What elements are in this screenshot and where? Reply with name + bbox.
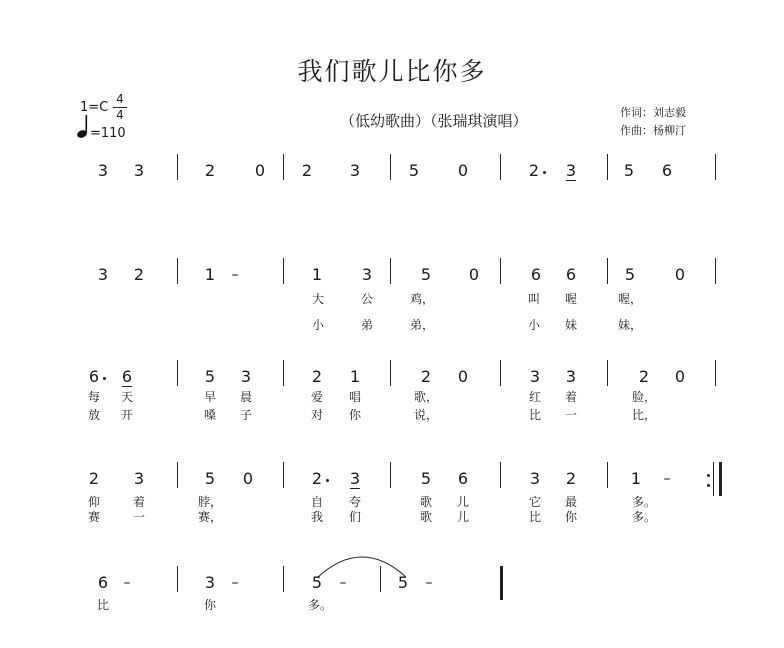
note-digit: 2 bbox=[528, 161, 540, 180]
note-digit: 3 bbox=[349, 161, 361, 180]
note-digit: 2 bbox=[204, 161, 216, 180]
time-signature-top: 4 bbox=[116, 92, 124, 106]
note-digit: 3 bbox=[133, 469, 145, 488]
note-digit: 6 bbox=[661, 161, 673, 180]
note-digit: 3 bbox=[97, 265, 109, 284]
note-digit: 6 bbox=[97, 573, 109, 592]
lyric-syllable-verse2: 儿 bbox=[456, 510, 470, 524]
lyric-syllable-verse2: 开 bbox=[120, 408, 134, 422]
lyric-syllable: 公 bbox=[360, 292, 374, 306]
lyric-syllable-verse2: 一 bbox=[564, 408, 578, 422]
lyric-syllable: 仰 bbox=[87, 495, 101, 509]
song-title: 我们歌儿比你多 bbox=[297, 57, 487, 86]
hold-dash: – bbox=[425, 575, 433, 591]
lyric-syllable-verse2: 对 bbox=[310, 408, 324, 422]
note-digit: 0 bbox=[468, 265, 480, 284]
note-digit: 6 bbox=[565, 265, 577, 284]
note-digit: 3 bbox=[565, 367, 577, 386]
note-digit: 5 bbox=[623, 161, 635, 180]
lyric-syllable-verse2: 多。 bbox=[631, 510, 657, 524]
note-digit: 0 bbox=[457, 367, 469, 386]
lyric-syllable-verse2: 歌 bbox=[419, 510, 433, 524]
lyric-syllable-verse2: 一 bbox=[132, 510, 146, 524]
lyricist-credit: 作词：刘志毅 bbox=[620, 106, 686, 119]
lyric-syllable: 儿 bbox=[456, 495, 470, 509]
lyric-syllable-verse2: 我 bbox=[310, 510, 324, 524]
lyric-syllable-verse2: 比 bbox=[528, 408, 542, 422]
note-digit: 5 bbox=[408, 161, 420, 180]
note-digit: 6 bbox=[88, 367, 100, 386]
note-digit: 6 bbox=[530, 265, 542, 284]
note-digit: 5 bbox=[204, 367, 216, 386]
lyric-syllable-verse2: 赛， bbox=[197, 510, 223, 524]
note-digit: 2 bbox=[133, 265, 145, 284]
note-digit: 2 bbox=[638, 367, 650, 386]
note-digit: 5 bbox=[420, 265, 432, 284]
note-digit: 3 bbox=[97, 161, 109, 180]
lyric-syllable: 多。 bbox=[307, 598, 333, 612]
note-digit: 3 bbox=[529, 367, 541, 386]
lyric-syllable: 脸， bbox=[631, 390, 657, 404]
lyric-syllable-verse2: 妹 bbox=[564, 318, 578, 332]
note-digit: 3 bbox=[361, 265, 373, 284]
lyric-syllable: 大 bbox=[311, 292, 325, 306]
note-digit: 1 bbox=[311, 265, 323, 284]
lyric-syllable: 喔， bbox=[617, 292, 643, 306]
note-digit: 0 bbox=[457, 161, 469, 180]
hold-dash: – bbox=[339, 575, 347, 591]
lyric-syllable: 最 bbox=[564, 495, 578, 509]
note-digit: 5 bbox=[204, 469, 216, 488]
key-signature: 1=C bbox=[80, 100, 109, 115]
lyric-syllable: 晨 bbox=[239, 390, 253, 404]
note-digit: 3 bbox=[565, 161, 577, 180]
hold-dash: – bbox=[231, 267, 239, 283]
note-digit: 1 bbox=[630, 469, 642, 488]
lyric-syllable: 叫 bbox=[527, 292, 541, 306]
note-digit: 3 bbox=[349, 469, 361, 488]
note-digit: 5 bbox=[311, 573, 323, 592]
note-digit: 1 bbox=[204, 265, 216, 284]
lyric-syllable: 爱 bbox=[310, 390, 324, 404]
note-digit: 1 bbox=[349, 367, 361, 386]
tie-curve bbox=[318, 557, 406, 577]
lyric-syllable-verse2: 你 bbox=[348, 408, 362, 422]
lyric-syllable-verse2: 比， bbox=[631, 408, 657, 422]
note-digit: 3 bbox=[133, 161, 145, 180]
lyric-syllable: 歌 bbox=[419, 495, 433, 509]
lyric-syllable-verse2: 嗓 bbox=[203, 408, 217, 422]
lyric-syllable: 多。 bbox=[631, 495, 657, 509]
lyric-syllable: 红 bbox=[528, 390, 542, 404]
note-digit: 2 bbox=[311, 469, 323, 488]
lyric-syllable-verse2: 比 bbox=[528, 510, 542, 524]
hold-dash: – bbox=[123, 575, 131, 591]
song-subtitle: （低幼歌曲）（张瑞琪演唱） bbox=[340, 112, 528, 130]
lyric-syllable-verse2: 们 bbox=[348, 510, 362, 524]
hold-dash: – bbox=[663, 471, 671, 487]
lyric-syllable: 夸 bbox=[348, 495, 362, 509]
tempo-marking: =110 bbox=[90, 126, 126, 141]
lyric-syllable-verse2: 说， bbox=[413, 408, 439, 422]
lyric-syllable: 每 bbox=[87, 390, 101, 404]
note-digit: 5 bbox=[397, 573, 409, 592]
note-digit: 0 bbox=[242, 469, 254, 488]
note-digit: 2 bbox=[301, 161, 313, 180]
lyric-syllable: 唱 bbox=[348, 390, 362, 404]
note-digit: 3 bbox=[529, 469, 541, 488]
note-digit: 6 bbox=[457, 469, 469, 488]
lyric-syllable: 它 bbox=[528, 495, 542, 509]
note-digit: 0 bbox=[254, 161, 266, 180]
note-digit: 3 bbox=[204, 573, 216, 592]
lyric-syllable: 着 bbox=[564, 390, 578, 404]
note-digit: 0 bbox=[674, 367, 686, 386]
lyric-syllable-verse2: 弟， bbox=[409, 318, 435, 332]
note-digit: 2 bbox=[88, 469, 100, 488]
lyric-syllable-verse2: 子 bbox=[239, 408, 253, 422]
lyric-syllable: 着 bbox=[132, 495, 146, 509]
lyric-syllable: 比 bbox=[96, 598, 110, 612]
composer-credit: 作曲：杨柳汀 bbox=[620, 124, 686, 137]
note-digit: 2 bbox=[420, 367, 432, 386]
note-digit: 3 bbox=[240, 367, 252, 386]
note-digit: 2 bbox=[311, 367, 323, 386]
lyric-syllable-verse2: 赛 bbox=[87, 510, 101, 524]
lyric-syllable-verse2: 小 bbox=[311, 318, 325, 332]
note-digit: 0 bbox=[674, 265, 686, 284]
lyric-syllable: 歌， bbox=[413, 390, 439, 404]
lyric-syllable: 天 bbox=[120, 390, 134, 404]
note-digit: 5 bbox=[624, 265, 636, 284]
time-signature-bottom: 4 bbox=[116, 108, 124, 122]
lyric-syllable: 早 bbox=[203, 390, 217, 404]
lyric-syllable: 你 bbox=[203, 598, 217, 612]
note-digit: 2 bbox=[565, 469, 577, 488]
lyric-syllable: 鸡， bbox=[409, 292, 435, 306]
lyric-syllable: 脖， bbox=[197, 495, 223, 509]
note-digit: 6 bbox=[121, 367, 133, 386]
lyric-syllable-verse2: 弟 bbox=[360, 318, 374, 332]
lyric-syllable-verse2: 妹， bbox=[617, 318, 643, 332]
lyric-syllable-verse2: 小 bbox=[527, 318, 541, 332]
lyric-syllable-verse2: 放 bbox=[87, 408, 101, 422]
lyric-syllable-verse2: 你 bbox=[564, 510, 578, 524]
hold-dash: – bbox=[231, 575, 239, 591]
lyric-syllable: 喔 bbox=[564, 292, 578, 306]
lyric-syllable: 自 bbox=[310, 495, 324, 509]
note-digit: 5 bbox=[420, 469, 432, 488]
